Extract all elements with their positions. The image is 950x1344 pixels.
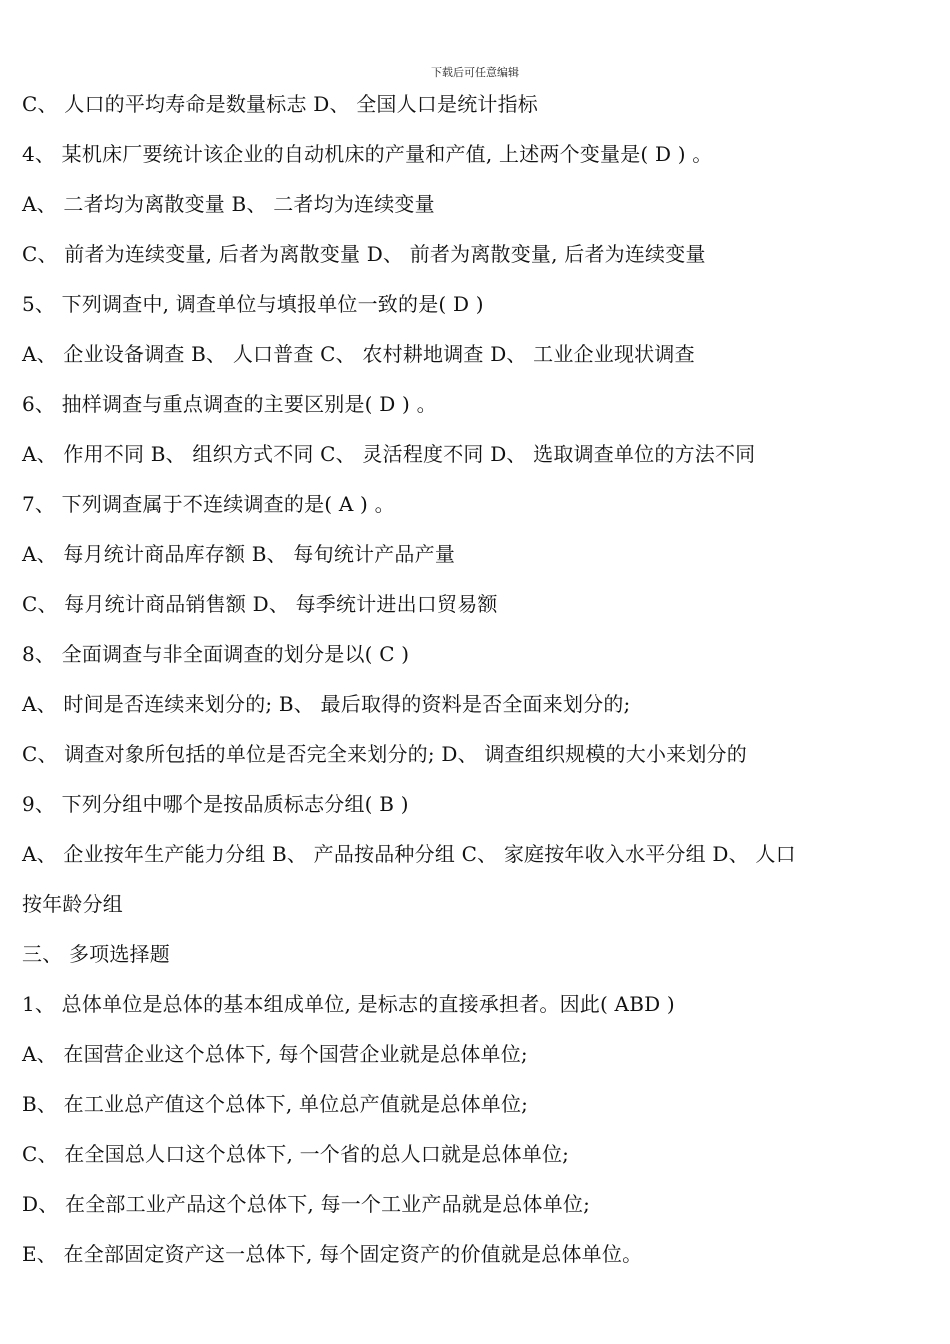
document-body bbox=[22, 85, 932, 1285]
page-header: 下载后可任意编辑 bbox=[431, 66, 519, 79]
question-line: 5、 下列调查中, 调查单位与填报单位一致的是( D ) bbox=[22, 292, 484, 316]
option-line: A、 每月统计商品库存额 B、 每旬统计产品产量 bbox=[22, 542, 456, 566]
option-line: C、 在全国总人口这个总体下, 一个省的总人口就是总体单位; bbox=[22, 1142, 570, 1166]
question-line: 7、 下列调查属于不连续调查的是( A ) 。 bbox=[22, 492, 395, 516]
option-line: A、 二者均为离散变量 B、 二者均为连续变量 bbox=[22, 192, 435, 216]
option-line: A、 时间是否连续来划分的; B、 最后取得的资料是否全面来划分的; bbox=[22, 692, 631, 716]
question-line: 4、 某机床厂要统计该企业的自动机床的产量和产值, 上述两个变量是( D ) 。 bbox=[22, 142, 713, 166]
option-line: E、 在全部固定资产这一总体下, 每个固定资产的价值就是总体单位。 bbox=[22, 1242, 643, 1266]
question-line: 6、 抽样调查与重点调查的主要区别是( D ) 。 bbox=[22, 392, 437, 416]
option-line: C、 前者为连续变量, 后者为离散变量 D、 前者为离散变量, 后者为连续变量 bbox=[22, 242, 706, 266]
option-line: C、 每月统计商品销售额 D、 每季统计进出口贸易额 bbox=[22, 592, 498, 616]
option-line: B、 在工业总产值这个总体下, 单位总产值就是总体单位; bbox=[22, 1092, 529, 1116]
option-line: C、 调查对象所包括的单位是否完全来划分的; D、 调查组织规模的大小来划分的 bbox=[22, 742, 747, 766]
question-line: 9、 下列分组中哪个是按品质标志分组( B ) bbox=[22, 792, 409, 816]
option-line: A、 在国营企业这个总体下, 每个国营企业就是总体单位; bbox=[22, 1042, 528, 1066]
text-line: C、 人口的平均寿命是数量标志 D、 全国人口是统计指标 bbox=[22, 92, 539, 116]
question-line: 1、 总体单位是总体的基本组成单位, 是标志的直接承担者。因此( ABD ) bbox=[22, 992, 675, 1016]
option-line: D、 在全部工业产品这个总体下, 每一个工业产品就是总体单位; bbox=[22, 1192, 591, 1216]
option-line: A、 作用不同 B、 组织方式不同 C、 灵活程度不同 D、 选取调查单位的方法不同 bbox=[22, 442, 756, 466]
question-line: 8、 全面调查与非全面调查的划分是以( C ) bbox=[22, 642, 410, 666]
option-line-continued: 按年龄分组 bbox=[22, 892, 123, 916]
option-line: A、 企业按年生产能力分组 B、 产品按品种分组 C、 家庭按年收入水平分组 D、 人口 bbox=[22, 842, 796, 866]
section-heading: 三、 多项选择题 bbox=[22, 942, 170, 966]
option-line: A、 企业设备调查 B、 人口普查 C、 农村耕地调查 D、 工业企业现状调查 bbox=[22, 342, 695, 366]
